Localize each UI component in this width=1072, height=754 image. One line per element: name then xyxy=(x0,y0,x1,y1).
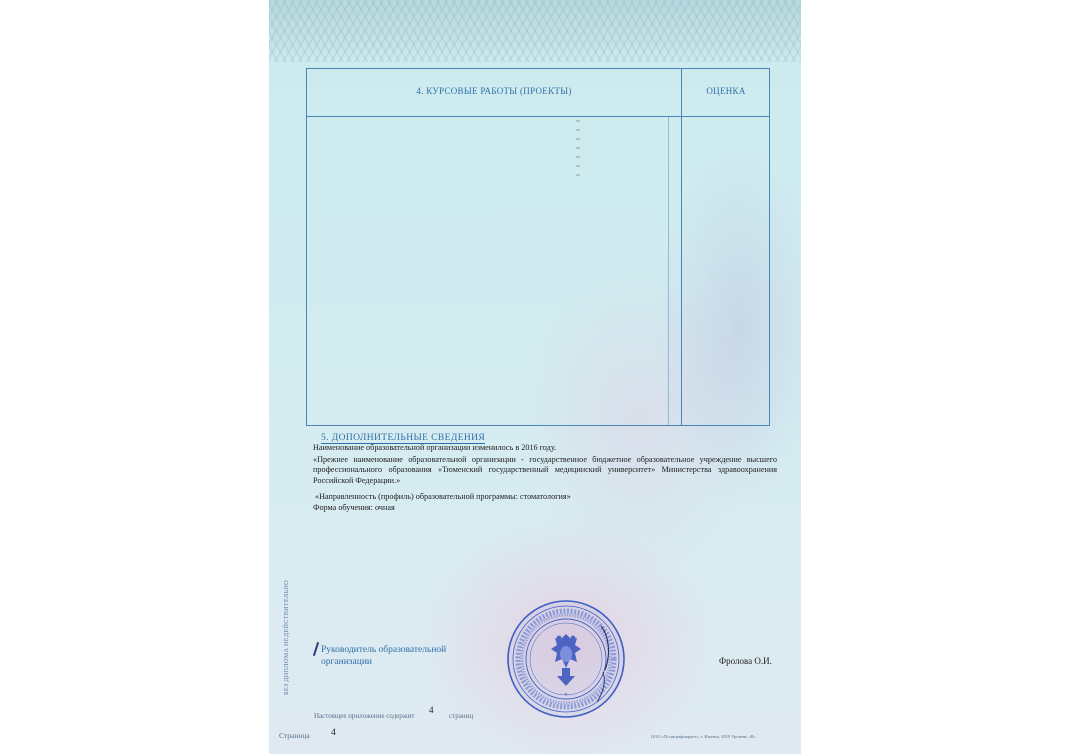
signatory-role xyxy=(321,645,446,668)
info-line-3: «Направленность (профиль) образовательной программы: стоматология» xyxy=(315,492,571,502)
appendix-pages-suffix: страниц xyxy=(449,712,474,720)
additional-info-title: 5. ДОПОЛНИТЕЛЬНЫЕ СВЕДЕНИЯ xyxy=(321,433,486,443)
coursework-table-title: 4. КУРСОВЫЕ РАБОТЫ (ПРОЕКТЫ) xyxy=(416,86,572,96)
info-line-2: «Прежнее наименование образовательной организации - государственное бюджетное образовательное учреждение высшего профессионального образования «Тюменский государственный медицинский университет» Министерства здравоохранения Российской Федерации.» xyxy=(313,454,777,485)
info-line-4: Форма обучения: очная xyxy=(313,502,395,512)
signatory-name: Фролова О.И. xyxy=(719,656,772,666)
coursework-table xyxy=(306,68,770,426)
page-label: Страница xyxy=(279,731,310,740)
svg-text:⋆: ⋆ xyxy=(564,691,568,698)
vertical-validity-note: БЕЗ ДИПЛОМА НЕДЕЙСТВИТЕЛЬНО xyxy=(283,580,290,695)
appendix-pages-prefix: Настоящее приложение содержит xyxy=(314,712,415,720)
table-header-divider xyxy=(307,116,769,117)
signatory-role-line1: Руководитель образовательной xyxy=(321,645,447,655)
diploma-appendix-page xyxy=(269,0,801,754)
scan-specks xyxy=(576,120,580,180)
appendix-pages-count: 4 xyxy=(429,705,434,715)
additional-info-text xyxy=(313,443,777,514)
table-inner-column-line xyxy=(668,117,669,425)
signatory-role-line2: организации xyxy=(321,656,373,667)
coursework-grade-header: ОЦЕНКА xyxy=(706,86,746,96)
page-number: 4 xyxy=(331,728,336,738)
info-line-1: Наименование образовательной организации изменилось в 2016 году. xyxy=(313,443,557,452)
printer-imprint: ООО «Полиграфмаркет», г. Ижевск, 2019 Уровень «В» xyxy=(651,734,756,739)
security-pattern-band xyxy=(269,0,801,62)
table-column-divider xyxy=(681,69,682,425)
signature-mark xyxy=(313,642,319,656)
official-seal-stamp xyxy=(505,598,627,720)
